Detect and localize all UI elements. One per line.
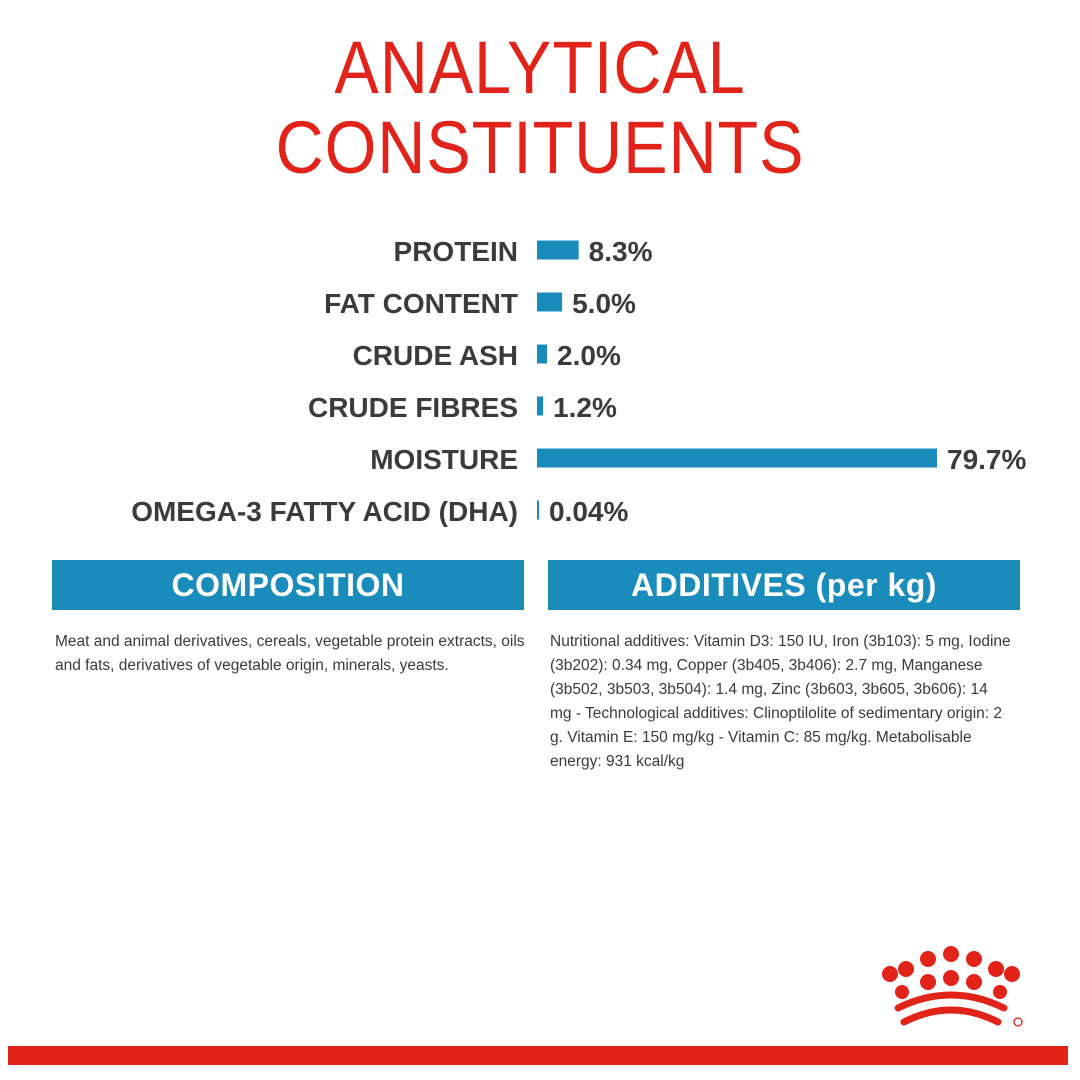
bar: [537, 345, 547, 364]
category-label: CRUDE FIBRES: [307, 392, 518, 423]
additives-header: ADDITIVES (per kg): [548, 560, 1020, 610]
additives-text: Nutritional additives: Vitamin D3: 150 IU, Iron (3b103): 5 mg, Iodine (3b202): 0.34 mg, Copper (3b405, 3b406): 2.7 mg, Manganese (3b502, 3b503, 3b504): 1.4 mg, Zinc (3b603, 3b605, 3b606): 14 mg - Technological additives: Clinoptilolite of sedimentary origin: 2 g. Vitamin E: 150 mg/kg - Vitamin C: 85 mg/kg. Metabolisable energy: 931 kcal/kg: [550, 633, 1011, 770]
brand-bottom-bar: [8, 1046, 1068, 1065]
value-label: 5.0%: [572, 288, 636, 319]
value-label: 8.3%: [588, 236, 653, 267]
category-label: PROTEIN: [393, 236, 518, 267]
bar: [537, 501, 539, 520]
constituents-chart: [0, 220, 1080, 540]
category-label: MOISTURE: [370, 444, 518, 475]
composition-text: Meat and animal derivatives, cereals, vegetable protein extracts, oils and fats, derivatives of vegetable origin, minerals, yeasts.: [55, 633, 525, 674]
bar: [537, 241, 579, 260]
bar: [537, 449, 937, 468]
value-label: 79.7%: [947, 444, 1027, 475]
bar: [537, 397, 543, 416]
page-title: [54, 28, 1026, 188]
title-line-2: CONSTITUENTS: [275, 106, 805, 189]
category-label: FAT CONTENT: [324, 288, 518, 319]
crown-icon: [876, 942, 1026, 1030]
bar: [537, 293, 562, 312]
value-label: 1.2%: [553, 392, 617, 423]
category-label: CRUDE ASH: [352, 340, 518, 371]
value-label: 2.0%: [557, 340, 621, 371]
composition-header: COMPOSITION: [52, 560, 524, 610]
category-label: OMEGA-3 FATTY ACID (DHA): [131, 496, 518, 527]
value-label: 0.04%: [549, 496, 629, 527]
title-line-1: ANALYTICAL: [334, 26, 746, 109]
